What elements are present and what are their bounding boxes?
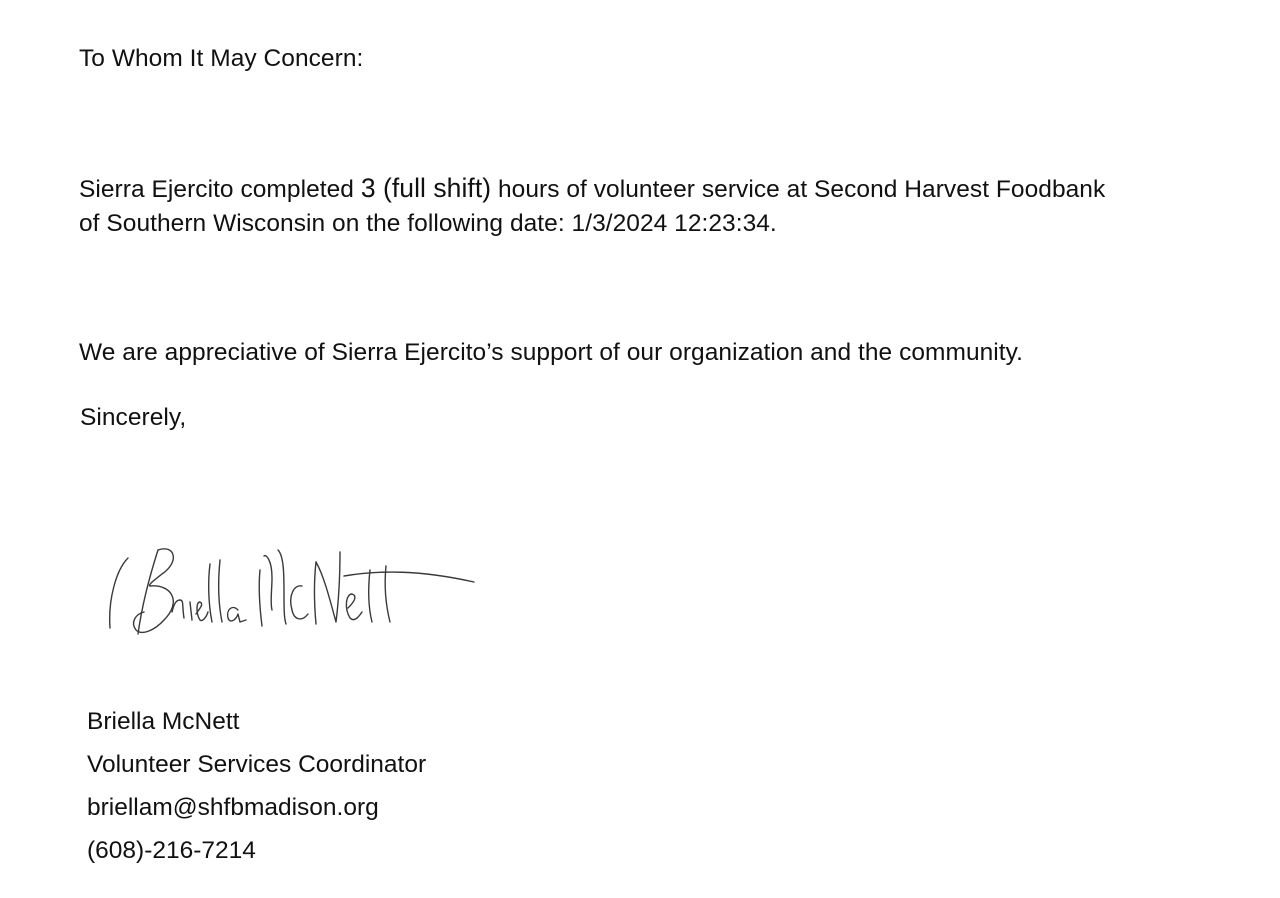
body-text-end: hours of volunteer service at Second Harvest Foodbank [491, 176, 1106, 203]
hours-value: 3 (full shift) [360, 173, 492, 203]
signer-name: Briella McNett [87, 708, 240, 735]
body-paragraph-line-1 [79, 170, 1105, 208]
closing-text: Sincerely, [80, 404, 187, 431]
body-paragraph-line-2: of Southern Wisconsin on the following date: 1/3/2024 12:23:34. [79, 210, 777, 237]
salutation: To Whom It May Concern: [79, 45, 364, 72]
signer-phone: (608)-216-7214 [87, 837, 256, 864]
appreciation-text: We are appreciative of Sierra Ejercito’s support of our organization and the community. [79, 339, 1023, 366]
signer-email: briellam@shfbmadison.org [87, 794, 379, 821]
handwritten-signature [100, 530, 490, 650]
body-text-start: Sierra Ejercito completed [79, 176, 361, 203]
signer-title: Volunteer Services Coordinator [87, 751, 427, 778]
